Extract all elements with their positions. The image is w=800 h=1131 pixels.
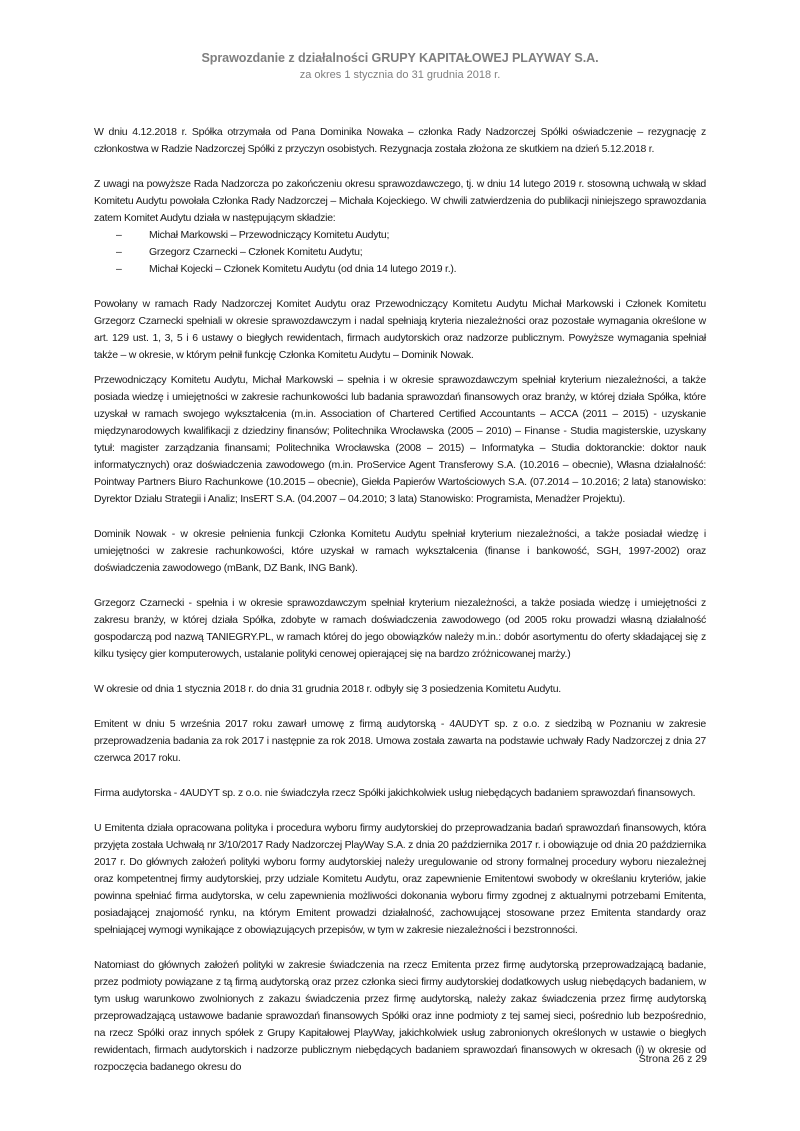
paragraph-czarnecki-qualifications: Grzegorz Czarnecki - spełnia i w okresie sprawozdawczym spełniał kryterium niezależności, a także posiada wiedzę i umiejętności z zakresu branży, w której działa Spółka, zdobyte w ramach doświadczenia zawodowego (od 2005 roku prowadzi własną działalność gospodarczą pod nazwą TANIEGRY.PL, w ramach której do jego obowiązków należy m.in.: dobór asortymentu do oferty składającej się z kilku tysięcy gier komputerowych, ustalanie polityki cenowej opierającej się na bardzo zróżnicowanej marży.): [94, 597, 706, 660]
paragraph-committee-appointment: Z uwagi na powyższe Rada Nadzorcza po zakończeniu okresu sprawozdawczego, tj. w dniu 14 lutego 2019 r. stosowną uchwałą w skład Komitetu Audytu powołała Członka Rady Nadzorczej – Michała Kojeckiego. W chwili zatwierdzenia do publikacji niniejszego sprawozdania zatem Komitet Audytu działa w następującym składzie:: [94, 178, 706, 224]
page-number: Strona 26 z 29: [638, 1053, 707, 1065]
paragraph-non-audit-services: Firma audytorska - 4AUDYT sp. z o.o. nie świadczyła rzecz Spółki jakichkolwiek usług niebędących badaniem sprawozdań finansowych.: [94, 787, 696, 799]
paragraph-independence-criteria: Powołany w ramach Rady Nadzorczej Komitet Audytu oraz Przewodniczący Komitetu Audytu Michał Markowski i Członek Komitetu Grzegorz Czarnecki spełniali w okresie sprawozdawczym i nadal spełniają kryteria niezależności oraz pozostałe wymagania określone w art. 129 ust. 1, 3, 5 i 6 ustawy o biegłych rewidentach, firmach audytorskich oraz nadzorze publicznym. Powyższe wymagania spełniał także – w okresie, w którym pełnił funkcję Członka Komitetu Audytu – Dominik Nowak.: [94, 298, 706, 361]
page-header: [0, 50, 800, 83]
paragraph-nowak-qualifications: Dominik Nowak - w okresie pełnienia funkcji Członka Komitetu Audytu spełniał kryterium niezależności, a także posiadał wiedzę i umiejętności w zakresie rachunkowości, które uzyskał w ramach wykształcenia (finanse i bankowość, SGH, 1997-2002) oraz doświadczenia zawodowego (mBank, DZ Bank, ING Bank).: [94, 528, 706, 574]
document-body: [94, 124, 706, 1076]
list-item-text: Grzegorz Czarnecki – Członek Komitetu Audytu;: [149, 246, 363, 258]
paragraph-non-audit-services-policy: Natomiast do głównych założeń polityki w zakresie świadczenia na rzecz Emitenta przez firmę audytorską przeprowadzającą badanie, przez podmioty powiązane z tą firmą audytorską oraz przez członka sieci firmy audytorskiej dodatkowych usług niebędących badaniem, w tym usług warunkowo zwolnionych z zakazu świadczenia przez firmę audytorską, należy zakaz świadczenia przez firmę audytorską przeprowadzającą ustawowe badanie sprawozdań finansowych Spółki oraz inne podmioty z tej samej sieci, pośrednio lub bezpośrednio, na rzecz Spółki oraz innych spółek z Grupy Kapitałowej PlayWay, jakichkolwiek usług zabronionych określonych w ustawie o biegłych rewidentach, firmach audytorskich i nadzorze publicznym niebędących badaniem sprawozdań finansowych w okresach (i) w okresie od rozpoczęcia badanego okresu do: [94, 959, 706, 1073]
paragraph-auditor-selection-policy: U Emitenta działa opracowana polityka i procedura wyboru firmy audytorskiej do przeprowadzania badań sprawozdań finansowych, która przyjęta została Uchwałą nr 3/10/2017 Rady Nadzorczej PlayWay S.A. z dnia 20 października 2017 r. i obowiązuje od dnia 20 października 2017 r. Do głównych założeń polityki wyboru formy audytorskiej należy uregulowanie od strony formalnej procedury wyboru niezależnej oraz kompetentnej firmy audytorskiej, przy udziale Komitetu Audytu, oraz zapewnienie Emitentowi swobody w określaniu kryteriów, jakie powinna spełniać firma audytorska, w celu zapewnienia możliwości dokonania wyboru firmy zgodnej z aktualnymi potrzebami Emitenta, posiadającej znajomość rynku, na którym Emitent prowadzi działalność, zachowującej stosowane przez Emitenta standardy oraz spełniającej wymogi wynikające z obowiązujących przepisów, w tym w zakresie niezależności i bezstronności.: [94, 822, 706, 936]
paragraph-markowski-qualifications: Przewodniczący Komitetu Audytu, Michał Markowski – spełnia i w okresie sprawozdawczym spełniał kryterium niezależności, a także posiada wiedzę i umiejętności w zakresie rachunkowości lub badania sprawozdań finansowych oraz branży, w której działa Spółka, które uzyskał w ramach swojego wykształcenia (m.in. Association of Chartered Certified Accountants – ACCA (2011 – 2015) - uzyskanie międzynarodowych kwalifikacji z dziedziny finansów; Politechnika Wrocławska (2005 – 2010) – Finanse - Studia magisterskie, uzyskany tytuł: magister zarządzania finansami; Politechnika Wrocławska (2008 – 2015) – Informatyka – Studia doktoranckie: doktor nauk informatycznych) oraz doświadczenia zawodowego (m.in. ProService Agent Transferowy S.A. (10.2016 – obecnie), Własna działalność: Pointway Partners Biuro Rachunkowe (10.2015 – obecnie), Giełda Papierów Wartościowych S.A. (07.2014 – 10.2016; 2 lata) stanowisko: Dyrektor Działu Strategii i Analiz; InsERT S.A. (04.2007 – 04.2010; 3 lata) Stanowisko: Programista, Menadżer Projektu).: [94, 374, 706, 505]
list-item: [94, 227, 706, 244]
list-item: [94, 244, 706, 261]
dash-bullet-icon: –: [116, 246, 122, 258]
list-item-text: Michał Kojecki – Członek Komitetu Audytu (od dnia 14 lutego 2019 r.).: [149, 263, 457, 275]
dash-bullet-icon: –: [116, 263, 122, 275]
list-item-text: Michał Markowski – Przewodniczący Komitetu Audytu;: [149, 229, 390, 241]
document-period: za okres 1 stycznia do 31 grudnia 2018 r.: [299, 69, 501, 81]
list-item: [94, 261, 706, 278]
paragraph-resignation: W dniu 4.12.2018 r. Spółka otrzymała od Pana Dominika Nowaka – członka Rady Nadzorczej Spółki oświadczenie – rezygnację z członkostwa w Radzie Nadzorczej Spółki z przyczyn osobistych. Rezygnacja została złożona ze skutkiem na dzień 5.12.2018 r.: [94, 126, 706, 155]
paragraph-audit-agreement: Emitent w dniu 5 września 2017 roku zawarł umowę z firmą audytorską - 4AUDYT sp. z o.o. z siedzibą w Poznaniu w zakresie przeprowadzenia badania za rok 2017 i następnie za rok 2018. Umowa została zawarta na podstawie uchwały Rady Nadzorczej z dnia 27 czerwca 2017 roku.: [94, 718, 706, 764]
paragraph-meetings-count: W okresie od dnia 1 stycznia 2018 r. do dnia 31 grudnia 2018 r. odbyły się 3 posiedzenia Komitetu Audytu.: [94, 683, 561, 695]
document-title: Sprawozdanie z działalności GRUPY KAPITAŁOWEJ PLAYWAY S.A.: [201, 51, 599, 65]
dash-bullet-icon: –: [116, 229, 122, 241]
committee-members-list: [94, 227, 706, 278]
